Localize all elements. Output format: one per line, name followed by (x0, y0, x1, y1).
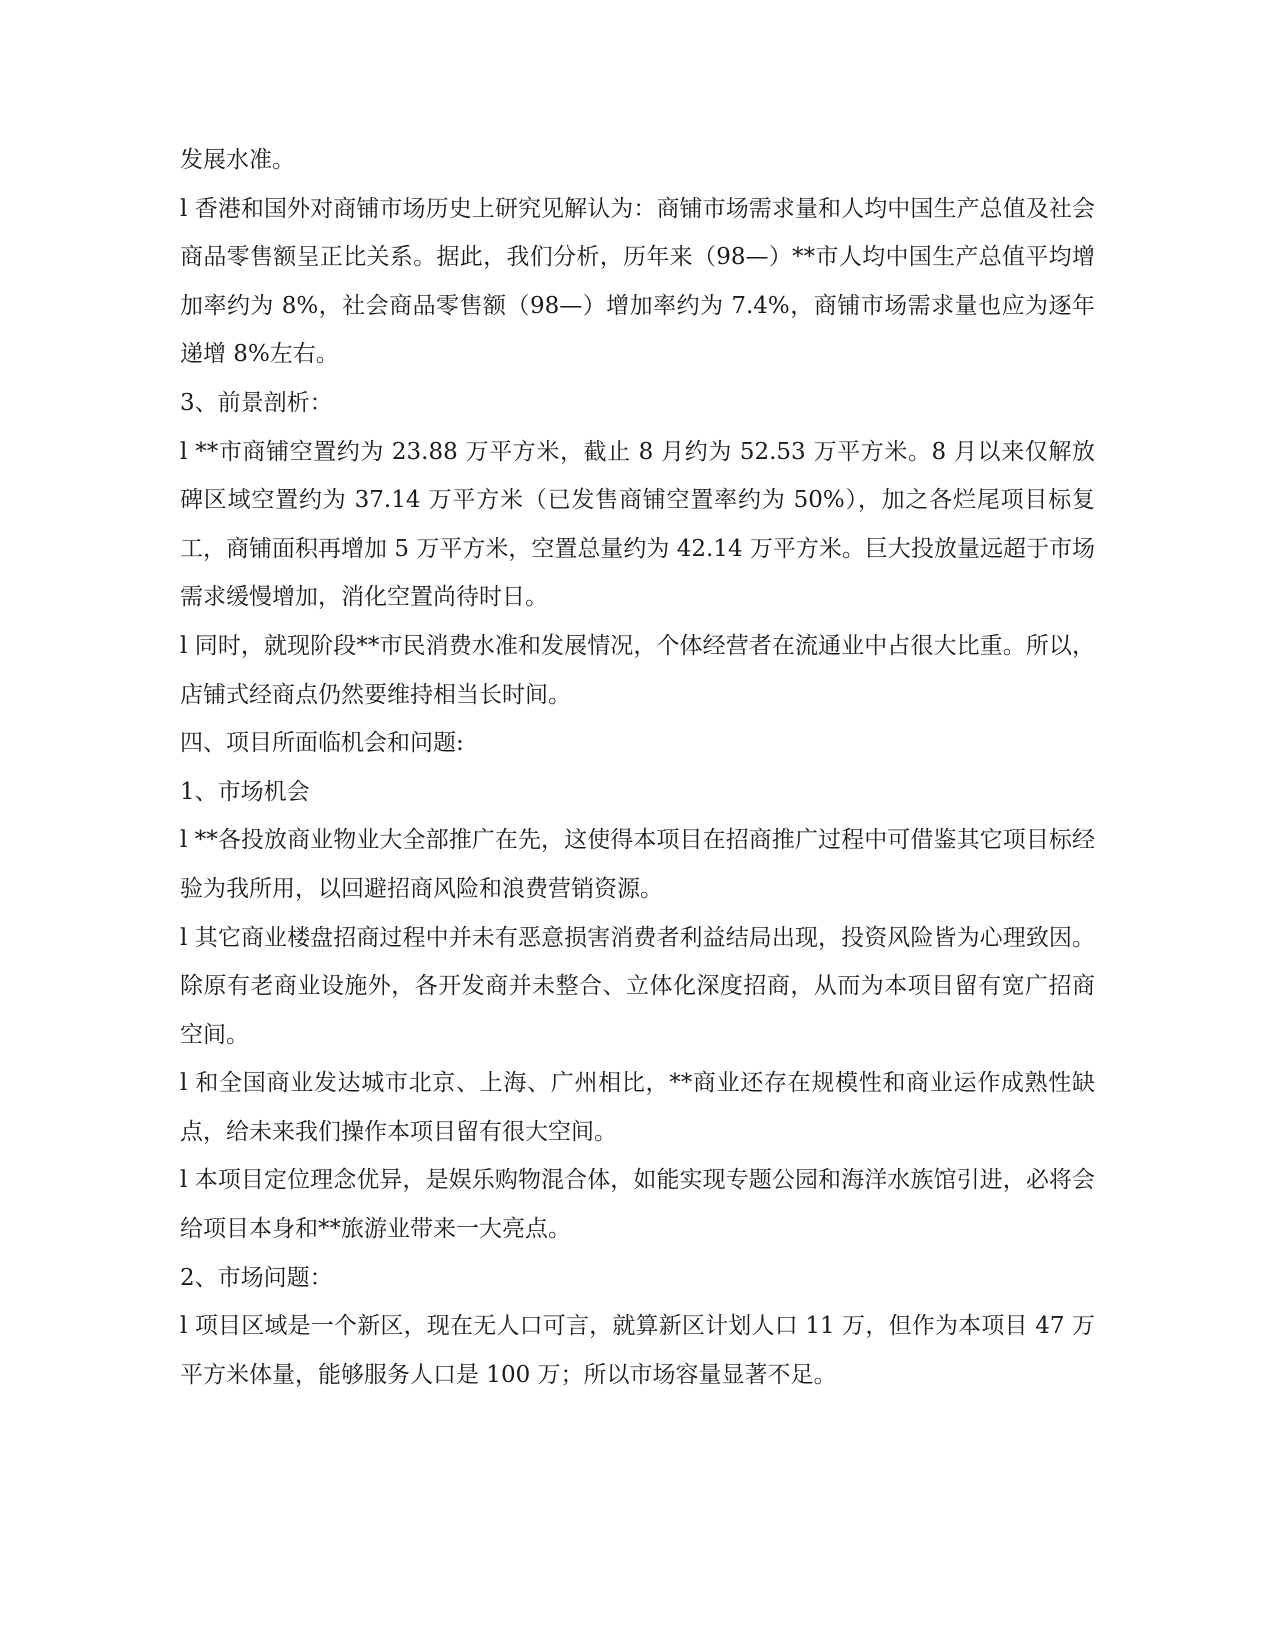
paragraph-opportunity-risk: l 其它商业楼盘招商过程中并未有恶意损害消费者利益结局出现，投资风险皆为心理致因。除原有老商业设施外，各开发商并未整合、立体化深度招商，从而为本项目留有宽广招商空间。 (180, 924, 1095, 1048)
heading-opportunities-and-problems: 四、项目所面临机会和问题: (180, 730, 464, 757)
paragraph-consumption: l 同时，就现阶段**市民消费水准和发展情况，个体经营者在流通业中占很大比重。所以，店铺式经商点仍然要维持相当长时间。 (180, 632, 1095, 708)
document-body (180, 136, 1095, 1399)
paragraph-vacancy: l **市商铺空置约为 23.88 万平方米，截止 8 月约为 52.53 万平方米。8 月以来仅解放碑区域空置约为 37.14 万平方米（已发售商铺空置率约为 50%），加之各烂尾项目标复工，商铺面积再增加 5 万平方米，空置总量约为 42.14 万平方米。巨大投放量远超于市场需求缓慢增加，消化空置尚待时日。 (180, 438, 1095, 611)
paragraph-opportunity-comparison: l 和全国商业发达城市北京、上海、广州相比，**商业还存在规模性和商业运作成熟性缺点，给未来我们操作本项目留有很大空间。 (180, 1070, 1095, 1145)
paragraph-demand-analysis: l 香港和国外对商铺市场历史上研究见解认为：商铺市场需求量和人均中国生产总值及社会商品零售额呈正比关系。据此，我们分析，历年来（98—）**市人均中国生产总值平均增加率约为 8%，社会商品零售额（98—）增加率约为 7.4%，商铺市场需求量也应为逐年递增 8%左右。 (180, 195, 1095, 368)
paragraph-opportunity-positioning: l 本项目定位理念优异，是娱乐购物混合体，如能实现专题公园和海洋水族馆引进，必将会给项目本身和**旅游业带来一大亮点。 (180, 1167, 1095, 1243)
heading-market-opportunities: 1、市场机会 (180, 778, 310, 805)
heading-prospect-analysis: 3、前景剖析： (180, 389, 333, 416)
paragraph-problem-population: l 项目区域是一个新区，现在无人口可言，就算新区计划人口 11 万，但作为本项目 47 万平方米体量，能够服务人口是 100 万；所以市场容量显著不足。 (180, 1313, 1095, 1388)
paragraph-development-level: 发展水准。 (180, 147, 295, 173)
paragraph-opportunity-experience: l **各投放商业物业大全部推广在先，这使得本项目在招商推广过程中可借鉴其它项目标经验为我所用，以回避招商风险和浪费营销资源。 (180, 827, 1095, 902)
heading-market-problems: 2、市场问题： (180, 1264, 333, 1291)
